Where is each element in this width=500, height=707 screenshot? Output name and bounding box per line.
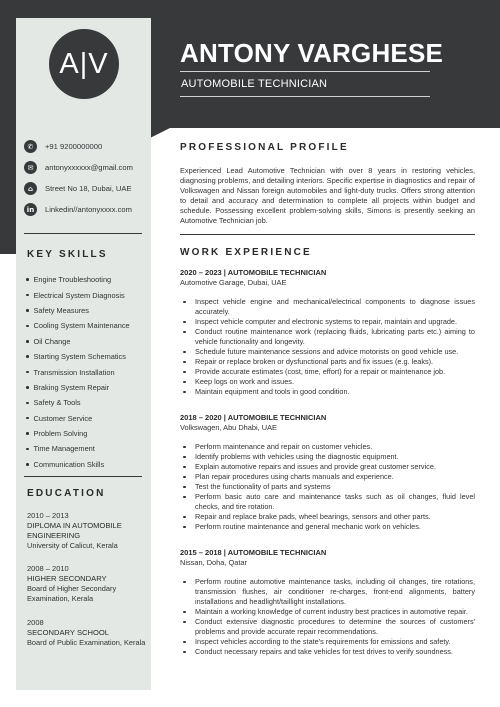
sidebar: [16, 18, 151, 690]
phone-icon: ✆: [24, 140, 37, 153]
bullet-icon: [26, 309, 29, 312]
list-item: Communication Skills: [25, 457, 149, 472]
list-item: Perform maintenance and repair on customer vehicles.: [180, 442, 475, 452]
bullet-icon: [26, 278, 29, 281]
list-item: Repair or replace broken or dysfunctional parts and fix issues (e.g. leaks).: [180, 357, 475, 367]
email-icon: ✉: [24, 161, 37, 174]
list-item: Problem Solving: [25, 426, 149, 441]
list-item: Conduct extensive diagnostic procedures to determine the sources of customers' problems and provide accurate repair recommendations.: [180, 617, 475, 637]
education-institution: Board of Public Examination, Kerala: [27, 638, 146, 647]
list-item: Time Management: [25, 441, 149, 456]
list-item: Inspect vehicles according to the state's requirements for emissions and safety.: [180, 637, 475, 647]
list-item: Perform routine maintenance and general mechanic work on vehicles.: [180, 522, 475, 532]
list-item: Maintain a working knowledge of current industry best practices in automotive repair.: [180, 607, 475, 617]
bullet-icon: [26, 355, 29, 358]
education-heading: EDUCATION: [27, 488, 106, 499]
education-entry: [27, 564, 149, 604]
list-item: Test the functionality of parts and systems: [180, 482, 475, 492]
education-institution: University of Calicut, Kerala: [27, 541, 118, 550]
list-item: Perform routine automotive maintenance tasks, including oil changes, tire rotations, transmission flushes, air conditioner re-charges, front-end alignments, battery installations and headlight/taillight installations.: [180, 577, 475, 607]
home-icon: ⌂: [24, 182, 37, 195]
job-entry: [180, 548, 475, 657]
job-title: 2018 – 2020 | AUTOMOBILE TECHNICIAN: [180, 413, 327, 422]
contact-address: [24, 178, 150, 199]
job-duties: [180, 297, 475, 397]
education-institution: Board of Higher Secondary Examination, Kerala: [27, 584, 117, 603]
contact-phone[interactable]: [24, 136, 150, 157]
list-item: Braking System Repair: [25, 380, 149, 395]
list-item: Plan repair procedures using charts manuals and experience.: [180, 472, 475, 482]
list-item: Conduct routine maintenance work (replacing fluids, lubricating parts etc.) aiming to vehicle functionality and longevity.: [180, 327, 475, 347]
education-degree: HIGHER SECONDARY: [27, 574, 107, 583]
contact-list: [24, 136, 150, 220]
experience-heading: WORK EXPERIENCE: [180, 247, 312, 258]
list-item: Perform basic auto care and maintenance tasks such as oil changes, fluid level checks, and tire rotation.: [180, 492, 475, 512]
list-item: Explain automotive repairs and issues and provide great customer service.: [180, 462, 475, 472]
contact-linkedin[interactable]: [24, 199, 150, 220]
sidebar-divider: [24, 476, 142, 477]
bullet-icon: [26, 402, 29, 405]
list-item: Cooling System Maintenance: [25, 318, 149, 333]
bullet-icon: [26, 325, 29, 328]
bullet-icon: [26, 371, 29, 374]
job-company: Volkswagen, Abu Dhabi, UAE: [180, 423, 277, 432]
education-degree: DIPLOMA IN AUTOMOBILE ENGINEERING: [27, 521, 122, 540]
list-item: Identify problems with vehicles using the diagnostic equipment.: [180, 452, 475, 462]
education-entry: [27, 511, 149, 551]
list-item: Safety Measures: [25, 303, 149, 318]
list-item: Engine Troubleshooting: [25, 272, 149, 287]
education-degree: SECONDARY SCHOOL: [27, 628, 110, 637]
job-title: 2015 – 2018 | AUTOMOBILE TECHNICIAN: [180, 548, 327, 557]
bullet-icon: [26, 417, 29, 420]
list-item: Oil Change: [25, 334, 149, 349]
list-item: Schedule future maintenance sessions and advice motorists on good vehicle use.: [180, 347, 475, 357]
avatar-initials: A|V: [49, 29, 119, 99]
contact-phone-text: +91 9200000000: [45, 142, 103, 151]
profile-heading: PROFESSIONAL PROFILE: [180, 142, 349, 153]
contact-linkedin-text: Linkedin//antonyxxxx.com: [45, 205, 132, 214]
list-item: Transmission Installation: [25, 364, 149, 379]
list-item: Customer Service: [25, 411, 149, 426]
sidebar-divider: [24, 233, 142, 234]
header-corner-accent: [150, 128, 170, 138]
list-item: Maintain equipment and tools in good condition.: [180, 387, 475, 397]
job-duties: [180, 577, 475, 657]
profile-text: Experienced Lead Automotive Technician with over 8 years in restoring vehicles, diagnosing problems, and detailing interiors. Specific expertise in diagnostics and repair of Volkswagen and Nissan foreign automobiles and light-duty trucks. Offers strong attention to detail and accuracy and determination to complete all projects within budget and schedule. Possessing excellent problem-solving skills, Simons is presently seeking an Automotive Technician job.: [180, 166, 475, 225]
job-company: Nissan, Doha, Qatar: [180, 558, 247, 567]
candidate-role: AUTOMOBILE TECHNICIAN: [181, 78, 328, 90]
left-accent-strip: [0, 128, 16, 254]
candidate-name: ANTONY VARGHESE: [180, 38, 444, 68]
education-year: 2008: [27, 618, 44, 627]
job-entry: [180, 268, 475, 397]
list-item: Provide accurate estimates (cost, time, effort) for a repair or maintenance job.: [180, 367, 475, 377]
job-title: 2020 – 2023 | AUTOMOBILE TECHNICIAN: [180, 268, 327, 277]
bullet-icon: [26, 432, 29, 435]
linkedin-icon: in: [24, 203, 37, 216]
section-divider: [180, 234, 475, 235]
list-item: Inspect vehicle engine and mechanical/electrical components to diagnose issues accurately.: [180, 297, 475, 317]
list-item: Keep logs on work and issues.: [180, 377, 475, 387]
list-item: Repair and replace brake pads, wheel bearings, sensors and other parts.: [180, 512, 475, 522]
list-item: Safety & Tools: [25, 395, 149, 410]
job-company: Automotive Garage, Dubai, UAE: [180, 278, 287, 287]
role-underline: [180, 96, 430, 97]
education-entry: [27, 618, 149, 648]
bullet-icon: [26, 294, 29, 297]
skills-heading: KEY SKILLS: [27, 249, 108, 260]
bullet-icon: [26, 340, 29, 343]
contact-email-text: antonyxxxxxx@gmail.com: [45, 163, 133, 172]
contact-address-text: Street No 18, Dubai, UAE: [45, 184, 132, 193]
education-year: 2010 – 2013: [27, 511, 69, 520]
skills-list: [25, 272, 149, 472]
bullet-icon: [26, 448, 29, 451]
list-item: Conduct necessary repairs and take vehicles for test drives to verify soundness.: [180, 647, 475, 657]
list-item: Electrical System Diagnosis: [25, 287, 149, 302]
education-year: 2008 – 2010: [27, 564, 69, 573]
contact-email[interactable]: [24, 157, 150, 178]
list-item: Starting System Schematics: [25, 349, 149, 364]
job-entry: [180, 413, 475, 532]
job-duties: [180, 442, 475, 532]
name-underline: [180, 71, 430, 72]
list-item: Inspect vehicle computer and electronic systems to repair, maintain and upgrade.: [180, 317, 475, 327]
bullet-icon: [26, 463, 29, 466]
bullet-icon: [26, 386, 29, 389]
